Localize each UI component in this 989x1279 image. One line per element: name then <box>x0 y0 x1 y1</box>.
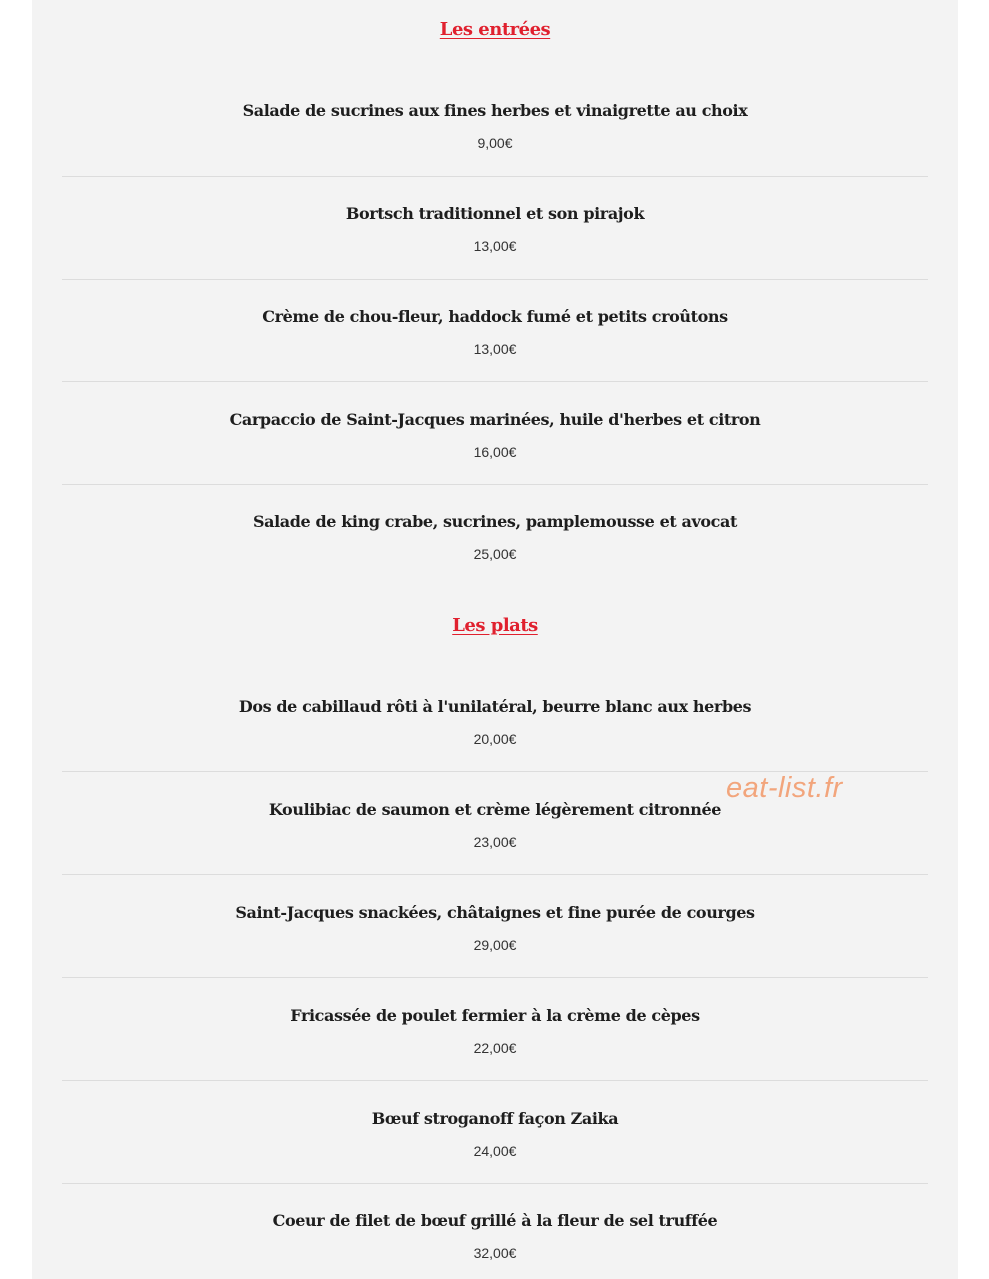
section-title-plats: Les plats <box>452 615 538 636</box>
divider <box>62 1080 928 1081</box>
item-price: 22,00€ <box>473 1040 517 1056</box>
divider <box>62 176 928 177</box>
menu-item <box>62 1211 928 1261</box>
item-price: 29,00€ <box>473 937 517 953</box>
item-name: Bortsch traditionnel et son pirajok <box>345 204 645 223</box>
item-name: Carpaccio de Saint-Jacques marinées, huile d'herbes et citron <box>229 410 761 429</box>
item-name: Koulibiac de saumon et crème légèrement citronnée <box>268 800 722 819</box>
menu-item <box>62 1006 928 1056</box>
divider <box>62 874 928 875</box>
item-name: Salade de king crabe, sucrines, pamplemousse et avocat <box>252 512 737 531</box>
item-price: 24,00€ <box>473 1143 517 1159</box>
divider <box>62 381 928 382</box>
item-name: Dos de cabillaud rôti à l'unilatéral, beurre blanc aux herbes <box>238 697 752 716</box>
section-title-entrees: Les entrées <box>439 19 551 40</box>
item-price: 20,00€ <box>473 731 517 747</box>
menu-item <box>62 101 928 151</box>
item-name: Fricassée de poulet fermier à la crème de cèpes <box>290 1006 700 1025</box>
item-price: 16,00€ <box>473 444 517 460</box>
menu-item <box>62 512 928 562</box>
item-name: Crème de chou-fleur, haddock fumé et petits croûtons <box>262 307 728 326</box>
item-price: 32,00€ <box>473 1245 517 1261</box>
item-price: 25,00€ <box>473 546 517 562</box>
menu-item <box>62 697 928 747</box>
item-name: Bœuf stroganoff façon Zaika <box>371 1109 619 1128</box>
item-name: Coeur de filet de bœuf grillé à la fleur de sel truffée <box>272 1211 718 1230</box>
menu-item <box>62 1109 928 1159</box>
divider <box>62 977 928 978</box>
item-price: 13,00€ <box>473 238 517 254</box>
menu-item <box>62 903 928 953</box>
menu-item <box>62 204 928 254</box>
watermark-text: eat-list.fr <box>726 772 843 804</box>
item-price: 23,00€ <box>473 834 517 850</box>
item-name: Salade de sucrines aux fines herbes et vinaigrette au choix <box>242 101 748 120</box>
divider <box>62 484 928 485</box>
divider <box>62 279 928 280</box>
menu-item <box>62 410 928 460</box>
item-price: 13,00€ <box>473 341 517 357</box>
divider <box>62 1183 928 1184</box>
menu-item <box>62 307 928 357</box>
item-price: 9,00€ <box>477 135 513 151</box>
menu-page <box>32 0 958 1279</box>
menu-item <box>62 800 928 850</box>
item-name: Saint-Jacques snackées, châtaignes et fine purée de courges <box>235 903 755 922</box>
